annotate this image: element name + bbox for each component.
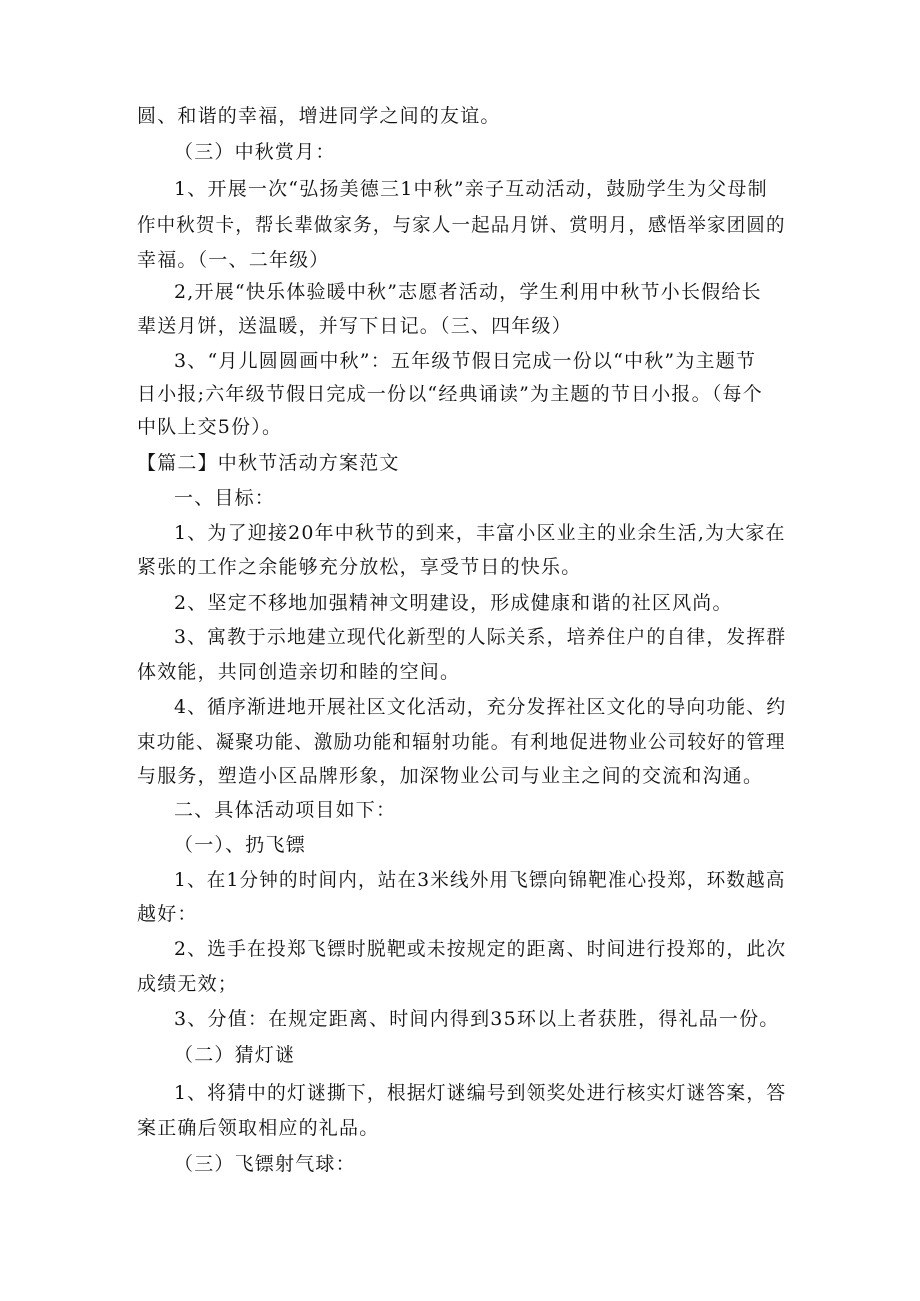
text-line-23: 1、在1分钟的时间内，站在3米线外用飞镖向锦靶准心投郑，环数越高 xyxy=(174,869,786,891)
text-line-4: 作中秋贺卡，帮长辈做家务，与家人一起品月饼、赏明月，感悟举家团圆的 xyxy=(137,214,786,236)
text-line-25: 2、选手在投郑飞镖时脱靶或未按规定的距离、时间进行投郑的，此次 xyxy=(174,938,787,960)
text-line-18: 4、循序渐进地开展社区文化活动，充分发挥社区文化的导向功能、约 xyxy=(174,696,787,718)
text-line-28: （二）猜灯谜 xyxy=(174,1044,296,1066)
text-line-1: 圆、和谐的幸福，增进同学之间的友谊。 xyxy=(137,105,501,127)
text-line-22: （一）、扔飞镖 xyxy=(174,834,306,856)
text-line-16: 3、寓教于示地建立现代化新型的人际关系，培养住户的自律，发挥群 xyxy=(174,626,787,648)
text-line-3: 1、开展一次“弘扬美德三1中秋”亲子互动活动，鼓励学生为父母制 xyxy=(174,178,768,200)
text-line-12: 一、目标： xyxy=(174,487,276,509)
text-line-10: 中队上交5份）。 xyxy=(137,416,283,438)
text-line-14: 紧张的工作之余能够充分放松，享受节日的快乐。 xyxy=(137,556,582,578)
text-line-5: 幸福。（一、二年级） xyxy=(137,249,330,271)
text-line-21: 二、具体活动项目如下： xyxy=(174,799,397,821)
text-line-30: 案正确后领取相应的礼品。 xyxy=(137,1117,380,1139)
text-line-15: 2、坚定不移地加强精神文明建设，形成健康和谐的社区风尚。 xyxy=(174,592,733,614)
text-line-26: 成绩无效； xyxy=(137,973,239,995)
text-line-31: （三）飞镖射气球： xyxy=(174,1153,356,1175)
text-line-6: 2,开展“快乐体验暖中秋”志愿者活动，学生利用中秋节小长假给长 xyxy=(174,281,762,303)
text-line-20: 与服务，塑造小区品牌形象，加深物业公司与业主之间的交流和沟通。 xyxy=(137,765,764,787)
text-line-29: 1、将猜中的灯谜撕下，根据灯谜编号到领奖处进行核实灯谜答案，答 xyxy=(174,1082,787,1104)
text-line-24: 越好： xyxy=(137,903,198,925)
text-line-19: 束功能、凝聚功能、激励功能和辐射功能。有利地促进物业公司较好的管理 xyxy=(137,731,786,753)
text-line-13: 1、为了迎接20年中秋节的到来，丰富小区业主的业余生活,为大家在 xyxy=(174,522,786,544)
text-line-8: 3、“月儿圆圆画中秋”：五年级节假日完成一份以“中秋”为主题节 xyxy=(174,350,757,372)
text-line-27: 3、分值：在规定距离、时间内得到35环以上者获胜，得礼品一份。 xyxy=(174,1008,780,1030)
text-line-7: 辈送月饼，送温暖，并写下日记。（三、四年级） xyxy=(137,315,572,337)
text-line-2: （三）中秋赏月： xyxy=(174,141,336,163)
section-heading: 【篇二】中秋节活动方案范文 xyxy=(137,452,400,474)
text-line-9: 日小报;六年级节假日完成一份以“经典诵读”为主题的节日小报。（每个 xyxy=(137,383,763,405)
text-line-17: 体效能，共同创造亲切和睦的空间。 xyxy=(137,661,461,683)
